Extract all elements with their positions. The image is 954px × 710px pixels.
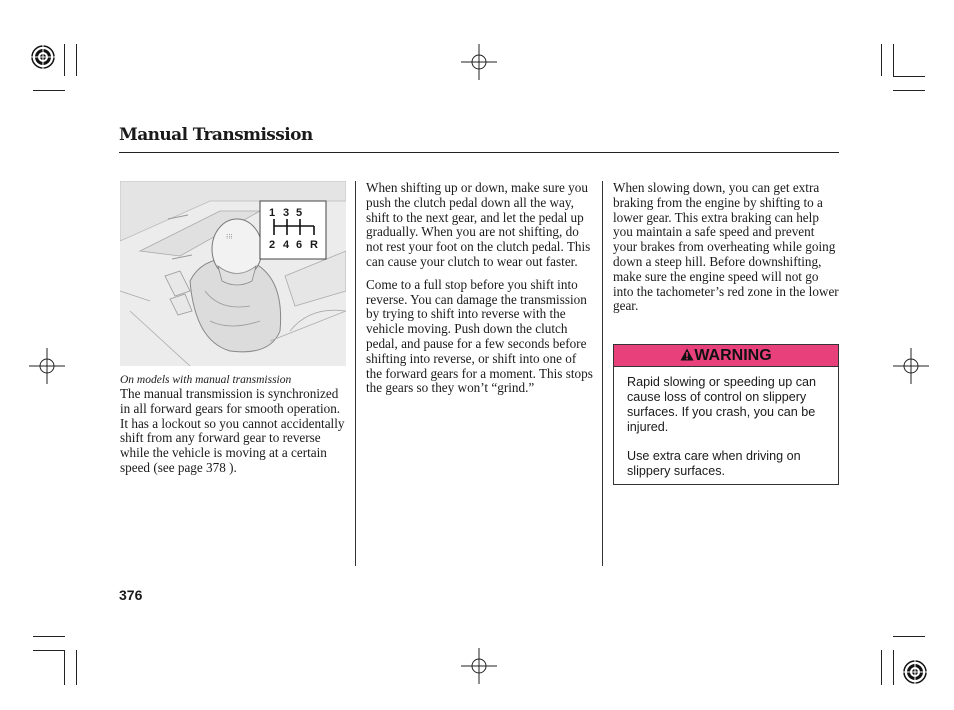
crosshair-mark-icon [461, 648, 497, 684]
gear-5: 5 [296, 207, 303, 219]
crosshair-mark-icon [461, 44, 497, 80]
warning-label: WARNING [694, 347, 772, 364]
warning-paragraph-2: Use extra care when driving on slippery surfaces. [627, 449, 801, 478]
gear-4: 4 [283, 239, 290, 251]
gear-r: R [310, 239, 318, 251]
registration-mark-icon [30, 44, 56, 70]
column-1-text [120, 387, 348, 484]
warning-triangle-icon [680, 348, 694, 361]
column-2-paragraph-2: Come to a full stop before you shift into reverse. You can damage the transmission by trying to shift into reverse with the vehicle moving. Push down the clutch pedal, and pause for a few seconds before shifting into reverse, or shift into one of the forward gears for a moment. This stops the gears so they won’t “grind.” [366, 276, 593, 396]
warning-paragraph-1: Rapid slowing or speeding up can cause loss of control on slippery surfaces. If you crash, you can be injured. [627, 375, 817, 434]
warning-body [614, 367, 838, 479]
warning-header [614, 345, 838, 367]
page-number: 376 [119, 587, 143, 603]
title-rule [119, 152, 839, 153]
column-3-paragraph: When slowing down, you can get extra braking from the engine by shifting to a lower gear. This extra braking can help you maintain a safe speed and prevent your brakes from overheating while going down a steep hill. Before downshifting, make sure the engine speed will not go into the tachometer’s red zone in the lower gear. [613, 180, 839, 314]
gear-3: 3 [283, 207, 290, 219]
warning-box [613, 344, 839, 485]
gear-2: 2 [269, 239, 276, 251]
illustration-caption: On models with manual transmission [120, 374, 292, 386]
column-2-paragraph-1: When shifting up or down, make sure you push the clutch pedal down all the way, shift to the next gear, and let the pedal up gradually. When you are not shifting, do not rest your foot on the clutch pedal. This can cause your clutch to wear out faster. [366, 180, 591, 269]
column-divider [355, 181, 356, 566]
column-2-text [366, 181, 594, 404]
svg-text:⁝⁝⁝: ⁝⁝⁝ [226, 233, 233, 241]
column-1-paragraph: The manual transmission is synchronized in all forward gears for smooth operation. It has a lockout so you cannot accidentally shift from any forward gear to reverse while the vehicle is moving at a certain speed (see page 378 ). [120, 386, 345, 475]
crosshair-mark-icon [29, 348, 65, 384]
column-3-text [613, 181, 839, 322]
gear-shifter-illustration [120, 181, 346, 366]
gear-6: 6 [296, 239, 303, 251]
page-title: Manual Transmission [119, 125, 313, 145]
crosshair-mark-icon [893, 348, 929, 384]
registration-mark-icon [902, 659, 928, 685]
column-divider [602, 181, 603, 566]
gear-shifter-drawing [120, 181, 346, 366]
gear-1: 1 [269, 207, 276, 219]
